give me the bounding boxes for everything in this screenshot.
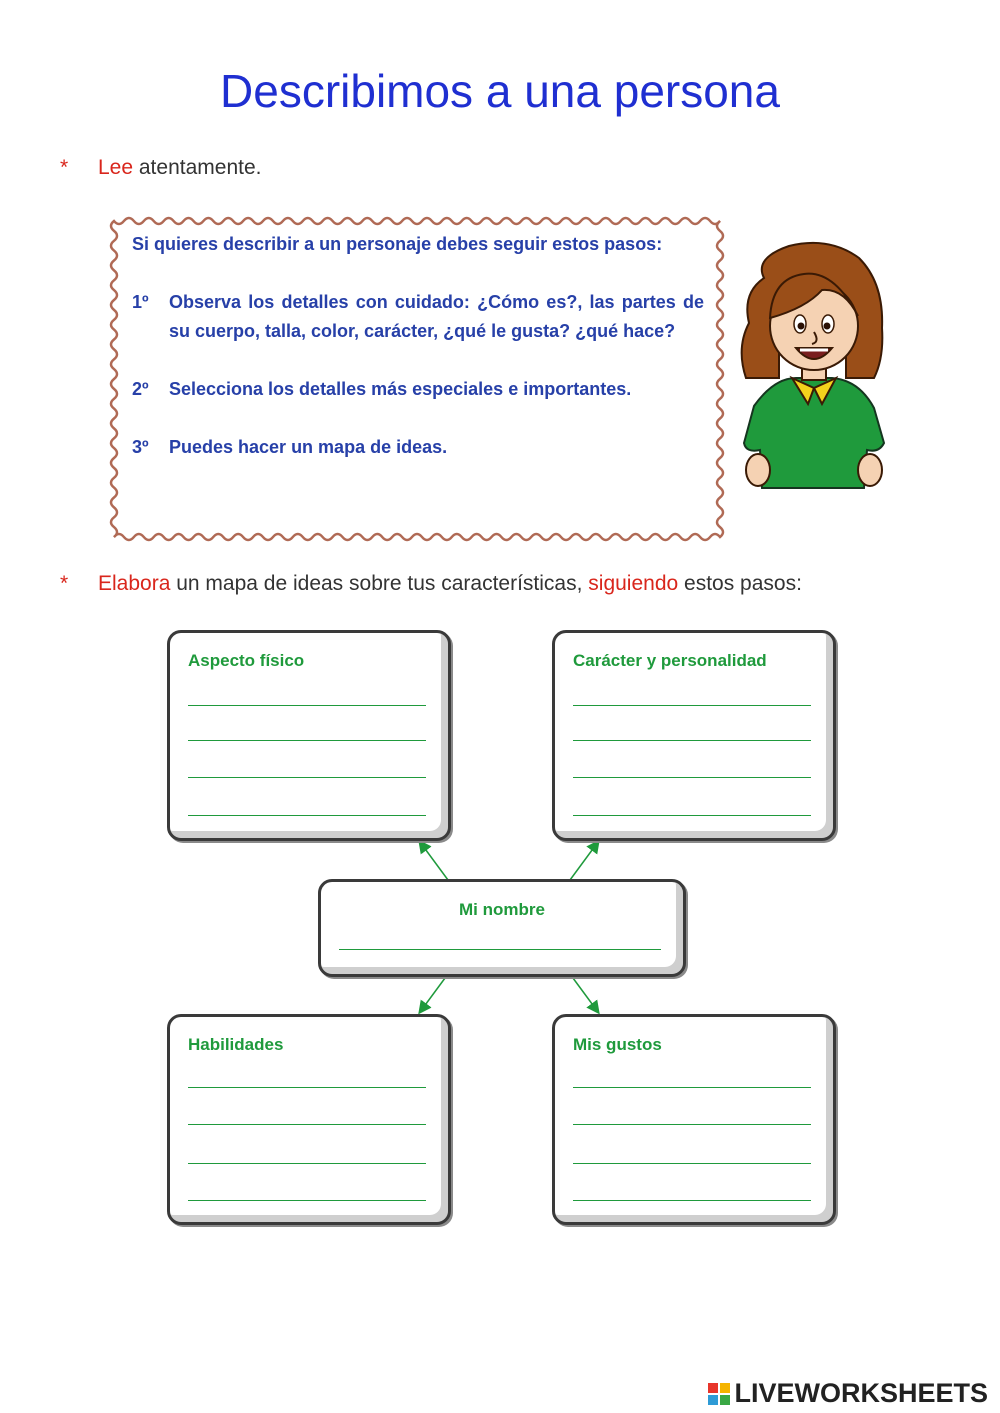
answer-line[interactable] <box>573 1200 811 1201</box>
step-text: Puedes hacer un mapa de ideas. <box>169 437 448 457</box>
logo-icon <box>708 1383 730 1405</box>
answer-line[interactable] <box>188 815 426 816</box>
box-label: Mis gustos <box>573 1035 662 1054</box>
bullet-star: * <box>60 572 69 595</box>
info-box <box>132 230 704 462</box>
step-number: 1º <box>132 292 149 312</box>
box-aspecto-fisico <box>167 630 451 841</box>
answer-line[interactable] <box>188 1124 426 1125</box>
arrow-to-caracter <box>570 842 598 880</box>
answer-line[interactable] <box>188 1200 426 1201</box>
box-mi-nombre <box>318 879 686 977</box>
answer-line[interactable] <box>188 1163 426 1164</box>
step-text: Observa los detalles con cuidado: ¿Cómo es?, las partes de su cuerpo, talla, color, carácter, ¿qué le gusta? ¿qué hace? <box>169 292 704 341</box>
instruction-verb: siguiendo <box>588 572 679 595</box>
arrow-to-habilidades <box>420 974 448 1012</box>
answer-line[interactable] <box>188 740 426 741</box>
answer-line[interactable] <box>573 1087 811 1088</box>
step-number: 3º <box>132 437 149 457</box>
step-number: 2º <box>132 379 149 399</box>
bullet-star: * <box>60 156 69 179</box>
answer-line[interactable] <box>573 1163 811 1164</box>
box-label: Habilidades <box>188 1035 284 1054</box>
box-mis-gustos <box>552 1014 836 1225</box>
instruction-elaborate <box>60 572 802 596</box>
liveworksheets-logo <box>708 1378 988 1409</box>
answer-line[interactable] <box>573 705 811 706</box>
step-text: Selecciona los detalles más especiales e importantes. <box>169 379 632 399</box>
instruction-text: estos pasos: <box>678 572 802 595</box>
answer-line[interactable] <box>573 740 811 741</box>
info-step <box>132 433 704 462</box>
answer-line[interactable] <box>188 705 426 706</box>
box-caracter <box>552 630 836 841</box>
info-step <box>132 288 704 346</box>
instruction-text: atentamente. <box>133 156 262 179</box>
box-habilidades <box>167 1014 451 1225</box>
instruction-text: un mapa de ideas sobre tus características, <box>170 572 589 595</box>
answer-line[interactable] <box>188 1087 426 1088</box>
arrow-to-gustos <box>570 974 598 1012</box>
instruction-verb: Elabora <box>98 572 171 595</box>
info-intro: Si quieres describir a un personaje debes seguir estos pasos: <box>132 234 663 254</box>
box-label: Aspecto físico <box>188 651 305 670</box>
brand-name: LIVEWORKSHEETS <box>734 1378 988 1408</box>
answer-line[interactable] <box>573 1124 811 1125</box>
answer-line[interactable] <box>573 777 811 778</box>
girl-illustration <box>734 238 894 498</box>
page-title: Describimos a una persona <box>220 65 780 117</box>
answer-line[interactable] <box>573 815 811 816</box>
instruction-read <box>60 156 261 180</box>
box-label: Carácter y personalidad <box>573 651 767 670</box>
info-step <box>132 375 704 404</box>
arrow-to-aspecto <box>420 842 448 880</box>
instruction-verb: Lee <box>98 156 134 179</box>
answer-line[interactable] <box>188 777 426 778</box>
answer-line[interactable] <box>339 949 661 950</box>
box-label: Mi nombre <box>459 900 545 919</box>
